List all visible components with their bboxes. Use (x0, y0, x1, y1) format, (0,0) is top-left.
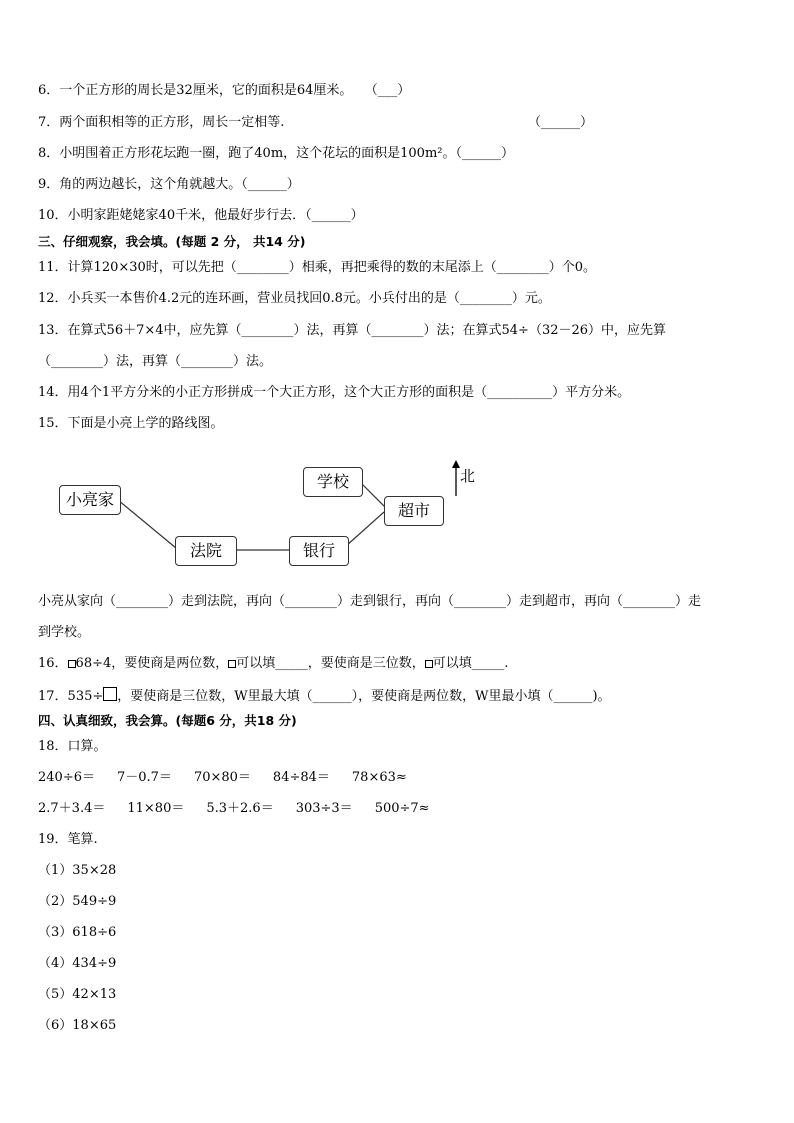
map-node-home: 小亮家 (59, 485, 121, 515)
oral-calc-row-1: 240÷6＝ 7－0.7＝ 70×80＝ 84÷84＝ 78×63≈ (38, 770, 407, 785)
question-15-answer-line2: 到学校。 (38, 625, 91, 640)
question-15-answer-line1: 小亮从家向（________）走到法院，再向（________）走到银行，再向（________）走到超市，再向（________）走 (38, 594, 702, 609)
written-calc-item: （1）35×28 (38, 863, 117, 878)
box-symbol-icon (103, 687, 117, 701)
question-6: 6．一个正方形的周长是32厘米，它的面积是64厘米。 （___） (38, 83, 411, 98)
section-4-heading: 四、认真细致，我会算。(每题6 分，共18 分) (38, 713, 297, 728)
oral-calc-row-2: 2.7＋3.4＝ 11×80＝ 5.3＋2.6＝ 303÷3＝ 500÷7≈ (38, 801, 430, 816)
question-7: 7．两个面积相等的正方形，周长一定相等. (38, 115, 285, 130)
question-16: 16． 68÷4，要使商是两位数， 可以填_____，要使商是三位数， 可以填_____. (38, 656, 509, 671)
answer-blank-6[interactable]: （___） (364, 83, 411, 98)
question-14: 14．用4个1平方分米的小正方形拼成一个大正方形，这个大正方形的面积是（__________）平方分米。 (38, 385, 631, 400)
map-node-bank: 银行 (289, 536, 349, 566)
north-label: 北 (460, 467, 476, 485)
map-node-market: 超市 (384, 496, 444, 526)
question-11: 11．计算120×30时，可以先把（________）相乘，再把乘得的数的末尾添上（________）个0。 (38, 260, 597, 275)
question-13-line2: （________）法，再算（________）法。 (38, 354, 273, 369)
written-calc-item: （2）549÷9 (38, 894, 117, 909)
map-node-school: 学校 (303, 467, 363, 497)
question-8: 8．小明围着正方形花坛跑一圈，跑了40m，这个花坛的面积是100m²。（______） (38, 146, 514, 161)
written-calc-item: （4）434÷9 (38, 956, 117, 971)
question-15: 15．下面是小亮上学的路线图。 (38, 416, 224, 431)
question-9: 9．角的两边越长，这个角就越大。（______） (38, 177, 300, 192)
question-19-title: 19．笔算. (38, 832, 98, 847)
box-symbol-icon (425, 660, 433, 668)
written-calc-item: （5）42×13 (38, 987, 117, 1002)
question-17: 17．535÷ ，要使商是三位数，W里最大填（______），要使商是两位数，W里最小填（______)。 (38, 689, 611, 704)
question-13-line1: 13．在算式56＋7×4中，应先算（________）法，再算（________）法；在算式54÷（32－26）中，应先算 (38, 323, 667, 338)
written-calc-item: （3）618÷6 (38, 925, 117, 940)
question-10: 10．小明家距姥姥家40千米，他最好步行去．（______） (38, 208, 364, 223)
answer-blank-7[interactable]: （______） (528, 115, 594, 130)
question-12: 12．小兵买一本售价4.2元的连环画，营业员找回0.8元。小兵付出的是（________）元。 (38, 291, 551, 306)
map-node-court: 法院 (175, 536, 237, 566)
written-calc-item: （6）18×65 (38, 1018, 117, 1033)
question-18-title: 18．口算。 (38, 739, 107, 754)
section-3-heading: 三、仔细观察，我会填。(每题 2 分， 共14 分) (38, 234, 306, 249)
box-symbol-icon (68, 660, 76, 668)
